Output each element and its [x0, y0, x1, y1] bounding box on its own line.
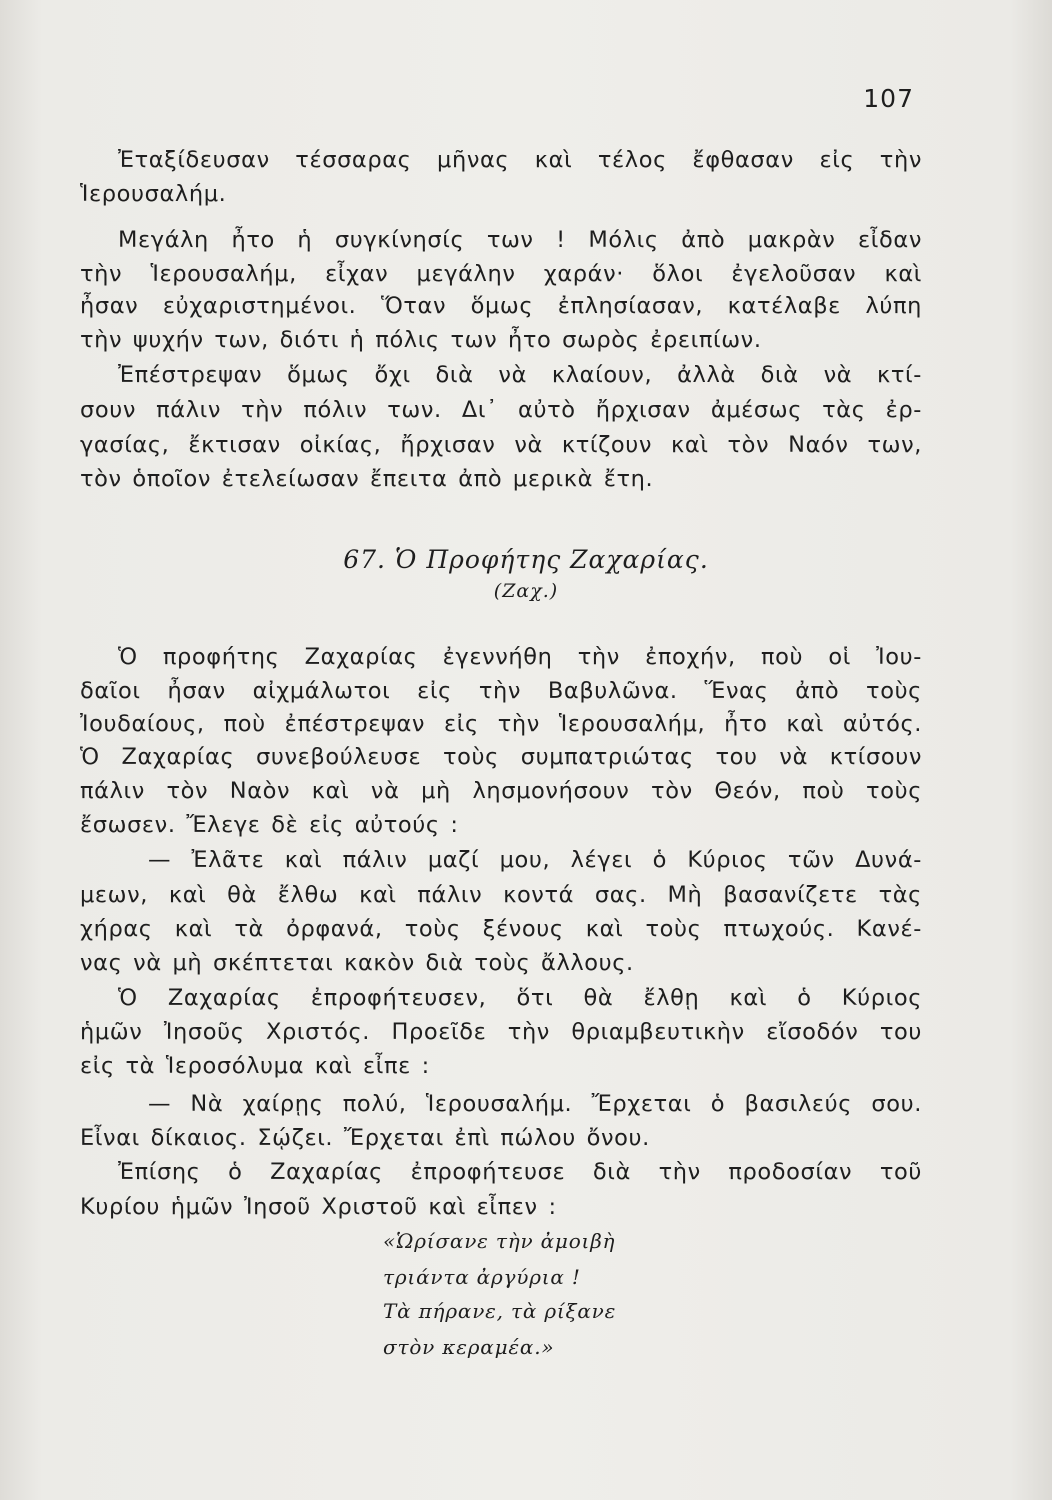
page-number: 107 — [863, 84, 914, 113]
text-line: πάλιν τὸν Ναὸν καὶ νὰ μὴ λησμονήσουν τὸν Θεόν, ποὺ τοὺς — [80, 778, 922, 804]
poem-line: «Ὡρίσανε τὴν ἀμοιβὴ — [383, 1229, 616, 1253]
text-line: σουν πάλιν τὴν πόλιν των. Δι᾿ αὐτὸ ἤρχισαν ἀμέσως τὰς ἐρ- — [80, 397, 922, 423]
text-line: τὴν ψυχήν των, διότι ἡ πόλις των ἦτο σωρὸς ἐρειπίων. — [80, 327, 762, 353]
text-line: Ἰουδαίους, ποὺ ἐπέστρεψαν εἰς τὴν Ἱερουσαλήμ, ἦτο καὶ αὐτός. — [80, 711, 922, 737]
text-line: Ἐπέστρεψαν ὅμως ὄχι διὰ νὰ κλαίουν, ἀλλὰ διὰ νὰ κτί- — [118, 362, 922, 388]
text-line: μεων, καὶ θὰ ἔλθω καὶ πάλιν κοντά σας. Μὴ βασανίζετε τὰς — [80, 882, 922, 908]
text-line: δαῖοι ἦσαν αἰχμάλωτοι εἰς τὴν Βαβυλῶνα. Ἕνας ἀπὸ τοὺς — [80, 678, 922, 704]
section-heading: 67. Ὁ Προφήτης Ζαχαρίας. — [343, 545, 709, 574]
section-source: (Ζαχ.) — [493, 580, 559, 602]
text-line: γασίας, ἔκτισαν οἰκίας, ἤρχισαν νὰ κτίζουν καὶ τὸν Ναόν των, — [80, 432, 922, 458]
text-line: τὴν Ἱερουσαλήμ, εἶχαν μεγάλην χαράν· ὅλοι ἐγελοῦσαν καὶ — [80, 261, 922, 287]
text-line: Ἐπίσης ὁ Ζαχαρίας ἐπροφήτευσε διὰ τὴν προδοσίαν τοῦ — [118, 1159, 922, 1185]
text-line: νας νὰ μὴ σκέπτεται κακὸν διὰ τοὺς ἄλλους. — [80, 950, 634, 976]
text-line: Ὁ προφήτης Ζαχαρίας ἐγεννήθη τὴν ἐποχήν, ποὺ οἱ Ἰου- — [118, 644, 922, 670]
text-line: ἦσαν εὐχαριστημένοι. Ὅταν ὅμως ἐπλησίασαν, κατέλαβε λύπη — [80, 293, 922, 319]
text-line: ἔσωσεν. Ἔλεγε δὲ εἰς αὐτούς : — [80, 812, 459, 838]
text-line: Ἱερουσαλήμ. — [80, 181, 227, 207]
poem-line: τριάντα ἀργύρια ! — [383, 1265, 581, 1289]
text-line: Ὁ Ζαχαρίας ἐπροφήτευσεν, ὅτι θὰ ἔλθῃ καὶ ὁ Κύριος — [118, 985, 922, 1011]
text-line: Μεγάλη ἦτο ἡ συγκίνησίς των ! Μόλις ἀπὸ μακρὰν εἶδαν — [118, 227, 922, 253]
text-line: — Νὰ χαίρῃς πολύ, Ἱερουσαλήμ. Ἔρχεται ὁ βασιλεύς σου. — [148, 1091, 922, 1117]
poem-line: Τὰ πήρανε, τὰ ρίξανε — [383, 1299, 617, 1323]
text-line: Εἶναι δίκαιος. Σῴζει. Ἔρχεται ἐπὶ πώλου ὄνου. — [80, 1125, 650, 1151]
text-line: Ἐταξίδευσαν τέσσαρας μῆνας καὶ τέλος ἔφθασαν εἰς τὴν — [118, 147, 922, 173]
text-line: εἰς τὰ Ἱεροσόλυμα καὶ εἶπε : — [80, 1053, 430, 1079]
text-line: Κυρίου ἡμῶν Ἰησοῦ Χριστοῦ καὶ εἶπεν : — [80, 1194, 557, 1220]
text-line: ἡμῶν Ἰησοῦς Χριστός. Προεῖδε τὴν θριαμβευτικὴν εἴσοδόν του — [80, 1019, 922, 1045]
text-line: — Ἐλᾶτε καὶ πάλιν μαζί μου, λέγει ὁ Κύριος τῶν Δυνά- — [148, 847, 922, 873]
text-line: Ὁ Ζαχαρίας συνεβούλευσε τοὺς συμπατριώτας του νὰ κτίσουν — [80, 744, 922, 770]
text-line: χήρας καὶ τὰ ὀρφανά, τοὺς ξένους καὶ τοὺς πτωχούς. Κανέ- — [80, 916, 922, 942]
text-line: τὸν ὁποῖον ἐτελείωσαν ἔπειτα ἀπὸ μερικὰ ἔτη. — [80, 466, 654, 492]
poem-line: στὸν κεραμέα.» — [383, 1335, 555, 1359]
